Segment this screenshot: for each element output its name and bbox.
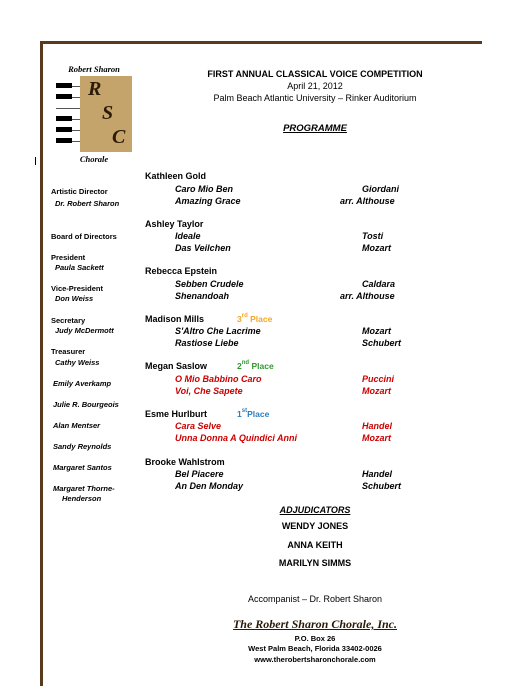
page-border-top — [40, 41, 482, 44]
text-cursor — [35, 157, 36, 165]
second-place-label: 2nd Place — [237, 360, 274, 371]
adjudicator-name: WENDY JONES — [281, 521, 349, 531]
song-title: Voi, Che Sapete — [175, 386, 243, 396]
board-member-cont: Henderson — [62, 494, 102, 503]
event-date: April 21, 2012 — [287, 81, 343, 91]
organization-name: The Robert Sharon Chorale, Inc. — [232, 617, 398, 631]
secretary-name: Judy McDermott — [55, 326, 114, 335]
song-title: Amazing Grace — [175, 196, 241, 206]
logo-letter-c: C — [112, 126, 126, 148]
treasurer-label: Treasurer — [51, 347, 86, 356]
board-member: Alan Mentser — [53, 421, 101, 430]
city-address: West Palm Beach, Florida 33402-0026 — [248, 644, 382, 653]
board-member: Margaret Thorne- — [53, 484, 115, 493]
song-composer: Handel — [362, 421, 393, 431]
event-title: FIRST ANNUAL CLASSICAL VOICE COMPETITION — [207, 69, 423, 79]
artistic-director-label: Artistic Director — [51, 187, 108, 196]
song-composer: Tosti — [362, 231, 384, 241]
song-title: Shenandoah — [175, 291, 230, 301]
vp-name: Don Weiss — [55, 294, 94, 303]
secretary-label: Secretary — [51, 316, 86, 325]
performer-name: Ashley Taylor — [145, 219, 204, 229]
adjudicator-name: ANNA KEITH — [287, 540, 343, 550]
song-title: O Mio Babbino Caro — [175, 374, 262, 384]
song-composer: Mozart — [362, 386, 391, 396]
song-composer: Giordani — [362, 184, 400, 194]
logo-letter-s: S — [102, 102, 114, 124]
page-border-left — [40, 41, 43, 686]
song-composer: Handel — [362, 469, 393, 479]
song-title: An Den Monday — [175, 481, 244, 491]
song-title: S'Altro Che Lacrime — [175, 326, 261, 336]
adjudicators-heading: ADJUDICATORS — [279, 505, 351, 515]
song-composer: Caldara — [362, 279, 396, 289]
performer-name: Kathleen Gold — [145, 171, 207, 181]
song-title: Rastiose Liebe — [175, 338, 239, 348]
third-place-label: 3rd Place — [237, 313, 273, 324]
president-name: Paula Sackett — [55, 263, 104, 272]
performer-name: Esme Hurlburt — [145, 409, 208, 419]
logo-bottom-text: Chorale — [79, 154, 109, 164]
performer-name: Madison Mills — [145, 314, 205, 324]
chorale-logo — [54, 64, 134, 164]
song-composer: Mozart — [362, 243, 391, 253]
board-label: Board of Directors — [51, 232, 117, 241]
event-venue: Palm Beach Atlantic University – Rinker Auditorium — [213, 93, 417, 103]
board-member: Margaret Santos — [53, 463, 112, 472]
programme-heading: PROGRAMME — [283, 123, 347, 134]
song-composer: Schubert — [362, 481, 402, 491]
board-member: Emily Averkamp — [53, 379, 112, 388]
treasurer-name: Cathy Weiss — [55, 358, 100, 367]
performer-name: Rebecca Epstein — [145, 266, 218, 276]
website: www.therobertsharonchorale.com — [254, 655, 376, 664]
performer-name: Brooke Wahlstrom — [145, 457, 225, 467]
song-composer: Mozart — [362, 326, 391, 336]
first-place-label: 1stPlace — [237, 408, 270, 419]
song-title: Bel Piacere — [175, 469, 224, 479]
song-composer: Schubert — [362, 338, 402, 348]
president-label: President — [51, 253, 86, 262]
po-box: P.O. Box 26 — [294, 634, 336, 643]
vp-label: Vice-President — [51, 284, 103, 293]
song-composer: Puccini — [362, 374, 395, 384]
board-member: Julie R. Bourgeois — [53, 400, 119, 409]
logo-top-text: Robert Sharon — [68, 64, 120, 74]
song-title: Sebben Crudele — [175, 279, 244, 289]
song-composer: arr. Althouse — [340, 291, 395, 301]
song-title: Ideale — [175, 231, 201, 241]
logo-box — [56, 76, 132, 152]
performer-name: Megan Saslow — [145, 361, 208, 371]
adjudicator-name: MARILYN SIMMS — [278, 558, 352, 568]
logo-letter-r: R — [88, 78, 102, 100]
song-title: Das Veilchen — [175, 243, 231, 253]
song-title: Cara Selve — [175, 421, 222, 431]
board-member: Sandy Reynolds — [53, 442, 112, 451]
piano-keys-icon — [56, 76, 80, 152]
accompanist: Accompanist – Dr. Robert Sharon — [247, 594, 383, 604]
song-composer: Mozart — [362, 433, 391, 443]
song-composer: arr. Althouse — [340, 196, 395, 206]
song-title: Unna Donna A Quindici Anni — [175, 433, 297, 443]
artistic-director-name: Dr. Robert Sharon — [55, 199, 120, 208]
song-title: Caro Mio Ben — [175, 184, 234, 194]
